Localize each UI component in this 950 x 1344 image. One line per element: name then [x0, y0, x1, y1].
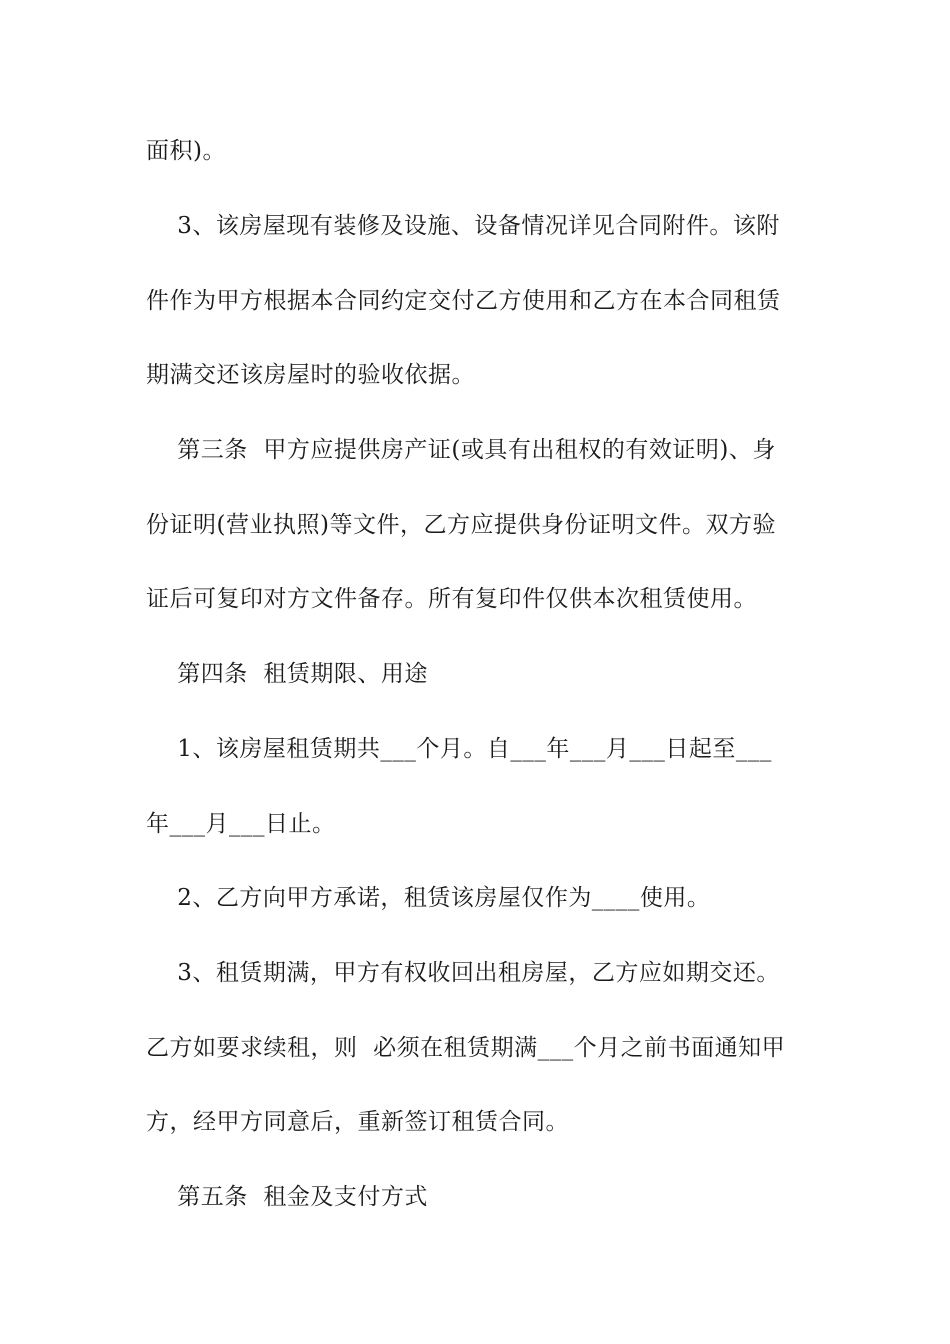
text-line: 3、该房屋现有装修及设施、设备情况详见合同附件。该附 — [146, 213, 780, 239]
article-five-heading: 第五条 租金及支付方式 — [146, 1184, 428, 1210]
text-line: 方，经甲方同意后，重新签订租赁合同。 — [146, 1109, 569, 1135]
text-line: 件作为甲方根据本合同约定交付乙方使用和乙方在本合同租赁 — [146, 288, 781, 314]
text-line: 证后可复印对方文件备存。所有复印件仅供本次租赁使用。 — [146, 586, 757, 612]
text-line: 乙方如要求续租，则 必须在租赁期满___个月之前书面通知甲 — [146, 1035, 786, 1061]
text-line: 年___月___日止。 — [146, 811, 336, 837]
text-line: 期满交还该房屋时的验收依据。 — [146, 362, 475, 388]
text-line: 2、乙方向甲方承诺，租赁该房屋仅作为____使用。 — [146, 885, 711, 911]
article-three-line: 第三条 甲方应提供房产证(或具有出租权的有效证明)、身 — [146, 437, 776, 463]
text-line: 1、该房屋租赁期共___个月。自___年___月___日起至___ — [146, 736, 772, 762]
text-line: 3、租赁期满，甲方有权收回出租房屋，乙方应如期交还。 — [146, 960, 780, 986]
text-line: 面积)。 — [146, 138, 226, 164]
article-four-heading: 第四条 租赁期限、用途 — [146, 661, 428, 687]
text-line: 份证明(营业执照)等文件，乙方应提供身份证明文件。双方验 — [146, 512, 776, 538]
